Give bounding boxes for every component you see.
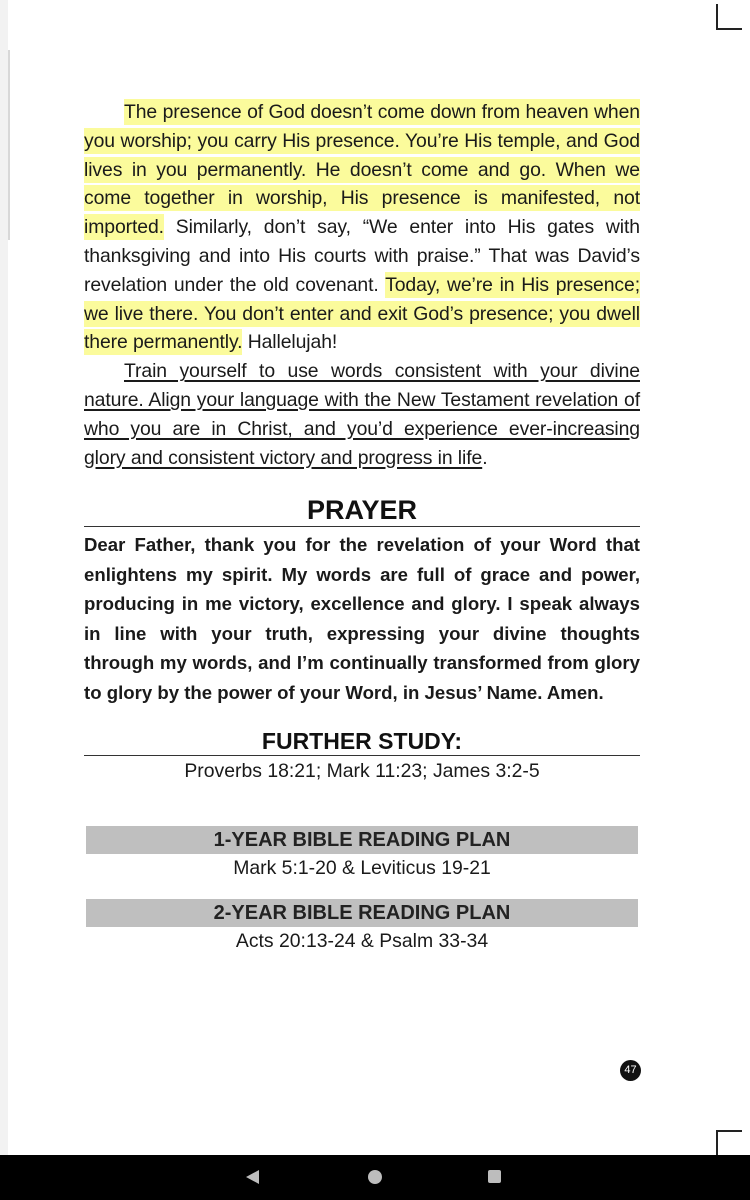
reading-plan-2-title: 2-YEAR BIBLE READING PLAN xyxy=(86,899,638,927)
page-edge-mark xyxy=(8,50,10,240)
reading-plan-2-refs: Acts 20:13-24 & Psalm 33-34 xyxy=(235,930,489,953)
back-icon[interactable] xyxy=(246,1170,259,1184)
android-navigation-bar xyxy=(0,1155,750,1200)
home-icon[interactable] xyxy=(368,1170,382,1184)
underlined-text: Train yourself to use words consistent with your divine nature. Align your language with the New Testament revelation of who you are in Christ, and you’d experience ever-increasing glory and consistent victory and progress in life xyxy=(84,360,640,469)
book-page xyxy=(8,0,750,1155)
page-number-badge: 47 xyxy=(620,1060,641,1081)
body-text: Hallelujah! xyxy=(242,331,338,354)
highlighted-text: Today, we’re in His presence; we live there. You don’t enter and exit God’s presence; you dwell there permanently. xyxy=(84,273,640,354)
further-study-title: FURTHER STUDY: xyxy=(84,727,640,756)
page-content xyxy=(84,98,640,954)
highlighted-text: The presence of God doesn’t come down from heaven when you worship; you carry His presence. You’re His temple, and God lives in you permanently. He doesn’t come and go. When we come together in worship, His presence is manifested, not imported. xyxy=(84,101,640,239)
reading-plan-1-title: 1-YEAR BIBLE READING PLAN xyxy=(86,826,638,854)
crop-mark-top xyxy=(716,4,742,30)
devotional-paragraph-1 xyxy=(84,98,640,357)
reading-plan-1-refs: Mark 5:1-20 & Leviticus 19-21 xyxy=(233,857,491,880)
crop-mark-bottom xyxy=(716,1130,742,1155)
recents-icon[interactable] xyxy=(488,1170,501,1183)
prayer-text: Dear Father, thank you for the revelation of your Word that enlightens my spirit. My words are full of grace and power, producing in me victory, excellence and glory. I speak always in line with your truth, expressing your divine thoughts through my words, and I’m continually transformed from glory to glory by the power of your Word, in Jesus’ Name. Amen. xyxy=(84,534,640,703)
body-text: Similarly, don’t say, “We enter into His gates with thanksgiving and into His courts with praise.” That was David’s revelation under the old covenant. xyxy=(84,216,640,296)
further-study-refs: Proverbs 18:21; Mark 11:23; James 3:2-5 xyxy=(184,760,540,783)
prayer-title: PRAYER xyxy=(84,494,640,527)
body-text: . xyxy=(482,446,488,469)
devotional-paragraph-2 xyxy=(84,357,640,472)
